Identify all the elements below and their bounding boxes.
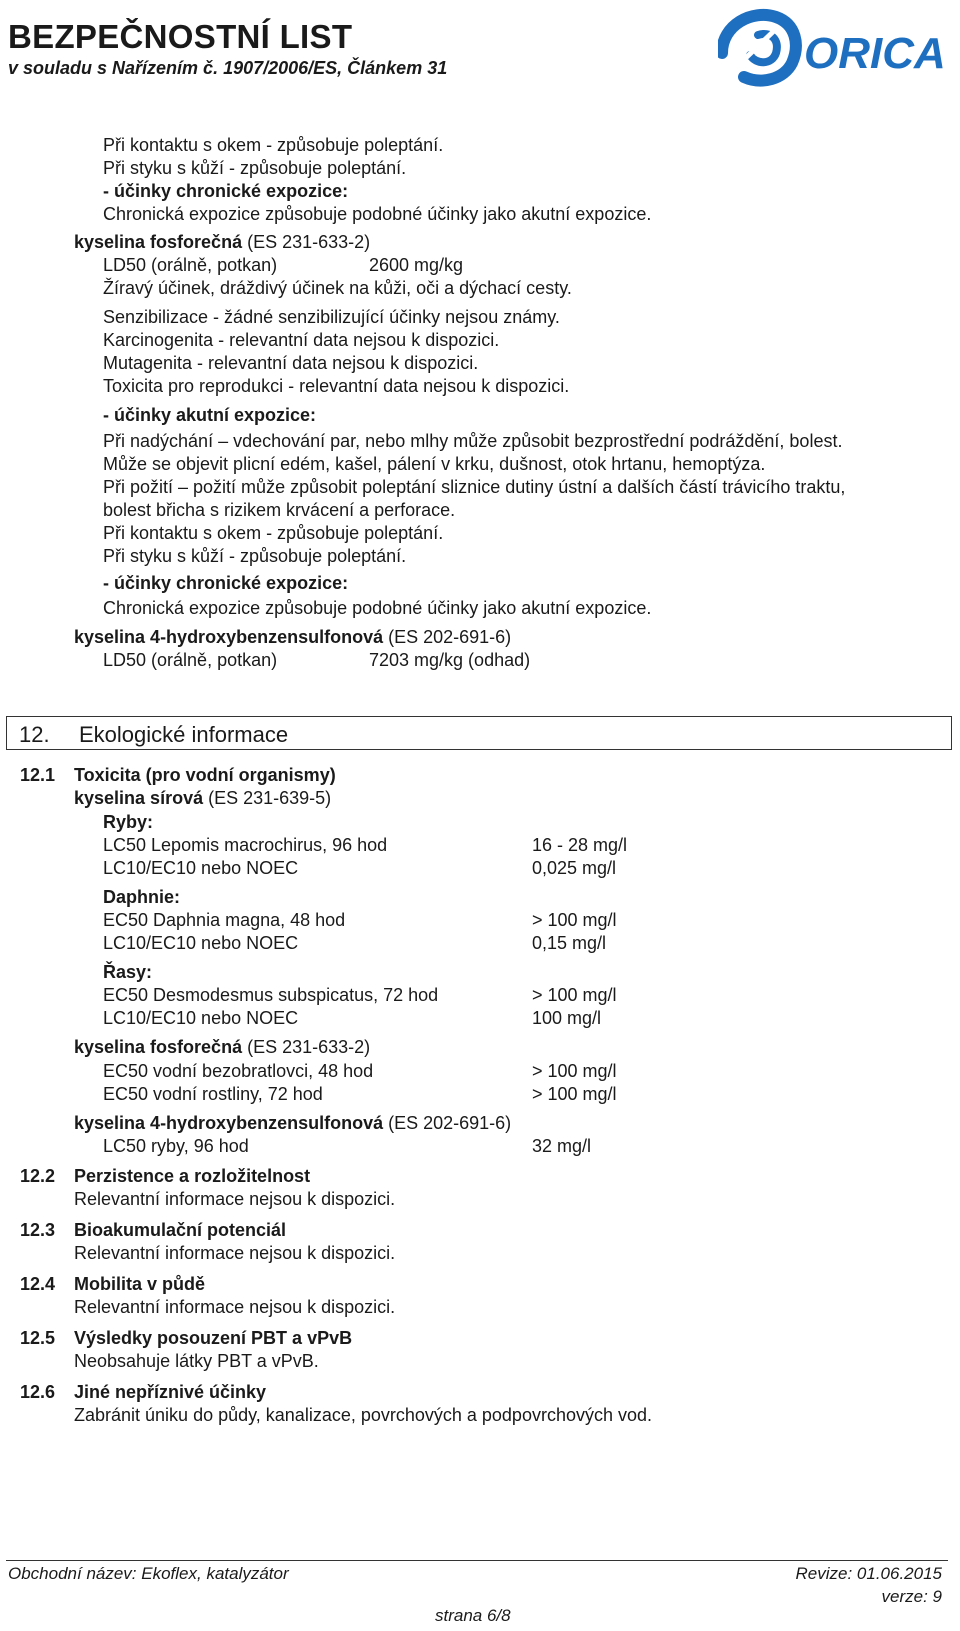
text-line: Zabránit úniku do půdy, kanalizace, povrchových a podpovrchových vod. bbox=[74, 1405, 653, 1425]
tox-value: 7203 mg/kg (odhad) bbox=[369, 650, 531, 670]
subsection-title: Výsledky posouzení PBT a vPvB bbox=[74, 1328, 353, 1348]
substance-ec: (ES 202-691-6) bbox=[383, 627, 512, 647]
subsection-number: 12.1 bbox=[20, 765, 56, 785]
organism-group: Daphnie: bbox=[103, 887, 181, 907]
substance-line bbox=[74, 231, 370, 254]
text-line: Při požití – požití může způsobit poleptání sliznice dutiny ústní a dalších částí trávicího traktu, bbox=[103, 477, 846, 497]
organism-group: Ryby: bbox=[103, 812, 154, 832]
tox-value: 100 mg/l bbox=[532, 1008, 602, 1028]
logo-text: ORICA bbox=[804, 29, 946, 78]
tox-value: 0,025 mg/l bbox=[532, 858, 617, 878]
footer-divider bbox=[6, 1560, 948, 1561]
subsection-number: 12.4 bbox=[20, 1274, 56, 1294]
section-number: 12. bbox=[19, 722, 50, 747]
substance-name: kyselina fosforečná bbox=[74, 232, 243, 252]
text-line: Při nadýchání – vdechování par, nebo mlhy může způsobit bezprostřední podráždění, bolest. bbox=[103, 431, 843, 451]
text-line: Chronická expozice způsobuje podobné účinky jako akutní expozice. bbox=[103, 598, 652, 618]
tox-value: > 100 mg/l bbox=[532, 1061, 617, 1081]
organism-group: Řasy: bbox=[103, 962, 153, 982]
subsection-title: Jiné nepříznivé účinky bbox=[74, 1382, 267, 1402]
version: verze: 9 bbox=[881, 1587, 942, 1606]
text-line: Relevantní informace nejsou k dispozici. bbox=[74, 1297, 396, 1317]
page-number: strana 6/8 bbox=[435, 1606, 511, 1625]
text-line: Relevantní informace nejsou k dispozici. bbox=[74, 1189, 396, 1209]
substance-line bbox=[74, 787, 331, 810]
subsection-title: Toxicita (pro vodní organismy) bbox=[74, 765, 336, 785]
tox-label: LD50 (orálně, potkan) bbox=[103, 255, 278, 275]
subsection-number: 12.2 bbox=[20, 1166, 56, 1186]
substance-ec: (ES 231-639-5) bbox=[203, 788, 332, 808]
text-line: Při styku s kůží - způsobuje poleptání. bbox=[103, 546, 407, 566]
substance-line bbox=[74, 626, 511, 649]
text-line: Karcinogenita - relevantní data nejsou k dispozici. bbox=[103, 330, 500, 350]
subsection-title: Mobilita v půdě bbox=[74, 1274, 206, 1294]
tox-label: LC50 Lepomis macrochirus, 96 hod bbox=[103, 835, 388, 855]
text-line: Žíravý účinek, dráždivý účinek na kůži, oči a dýchací cesty. bbox=[103, 278, 572, 298]
subsection-title: Bioakumulační potenciál bbox=[74, 1220, 287, 1240]
subsection-number: 12.3 bbox=[20, 1220, 56, 1240]
substance-line bbox=[74, 1112, 511, 1135]
text-line: Při kontaktu s okem - způsobuje poleptání. bbox=[103, 135, 444, 155]
text-line: Chronická expozice způsobuje podobné účinky jako akutní expozice. bbox=[103, 204, 652, 224]
document-title: BEZPEČNOSTNÍ LIST bbox=[8, 18, 353, 55]
revision-date: Revize: 01.06.2015 bbox=[795, 1564, 942, 1583]
substance-line bbox=[74, 1036, 370, 1059]
text-line: Neobsahuje látky PBT a vPvB. bbox=[74, 1351, 319, 1371]
substance-ec: (ES 231-633-2) bbox=[242, 1037, 371, 1057]
text-line: Mutagenita - relevantní data nejsou k dispozici. bbox=[103, 353, 479, 373]
document-subtitle: v souladu s Nařízením č. 1907/2006/ES, Článkem 31 bbox=[8, 58, 448, 78]
text-line: Relevantní informace nejsou k dispozici. bbox=[74, 1243, 396, 1263]
substance-ec: (ES 231-633-2) bbox=[242, 232, 371, 252]
trade-name: Obchodní název: Ekoflex, katalyzátor bbox=[8, 1564, 289, 1583]
substance-name: kyselina 4-hydroxybenzensulfonová bbox=[74, 627, 384, 647]
tox-label: EC50 Desmodesmus subspicatus, 72 hod bbox=[103, 985, 439, 1005]
subsection-number: 12.6 bbox=[20, 1382, 56, 1402]
substance-name: kyselina 4-hydroxybenzensulfonová bbox=[74, 1113, 384, 1133]
tox-label: EC50 vodní rostliny, 72 hod bbox=[103, 1084, 323, 1104]
tox-value: > 100 mg/l bbox=[532, 910, 617, 930]
text-line: Při styku s kůží - způsobuje poleptání. bbox=[103, 158, 407, 178]
subheading: - účinky akutní expozice: bbox=[103, 405, 317, 425]
section-12-header bbox=[6, 716, 952, 750]
tox-label: LC50 ryby, 96 hod bbox=[103, 1136, 249, 1156]
subheading: - účinky chronické expozice: bbox=[103, 573, 349, 593]
section-title: Ekologické informace bbox=[79, 722, 289, 747]
substance-ec: (ES 202-691-6) bbox=[383, 1113, 512, 1133]
tox-value: > 100 mg/l bbox=[532, 985, 617, 1005]
substance-name: kyselina fosforečná bbox=[74, 1037, 243, 1057]
tox-value: 32 mg/l bbox=[532, 1136, 592, 1156]
tox-value: > 100 mg/l bbox=[532, 1084, 617, 1104]
tox-label: LD50 (orálně, potkan) bbox=[103, 650, 278, 670]
text-line: bolest břicha s rizikem krvácení a perforace. bbox=[103, 500, 456, 520]
text-line: Při kontaktu s okem - způsobuje poleptání. bbox=[103, 523, 444, 543]
orica-logo bbox=[718, 5, 954, 87]
subheading: - účinky chronické expozice: bbox=[103, 181, 349, 201]
text-line: Toxicita pro reprodukci - relevantní data nejsou k dispozici. bbox=[103, 376, 570, 396]
tox-label: LC10/EC10 nebo NOEC bbox=[103, 1008, 299, 1028]
tox-value: 16 - 28 mg/l bbox=[532, 835, 628, 855]
text-line: Může se objevit plicní edém, kašel, pálení v krku, dušnost, otok hrtanu, hemoptýza. bbox=[103, 454, 766, 474]
orica-logo-mark-icon bbox=[722, 15, 796, 81]
substance-name: kyselina sírová bbox=[74, 788, 204, 808]
tox-label: EC50 Daphnia magna, 48 hod bbox=[103, 910, 346, 930]
subsection-title: Perzistence a rozložitelnost bbox=[74, 1166, 311, 1186]
subsection-number: 12.5 bbox=[20, 1328, 56, 1348]
tox-value: 2600 mg/kg bbox=[369, 255, 464, 275]
tox-label: LC10/EC10 nebo NOEC bbox=[103, 858, 299, 878]
text-line: Senzibilizace - žádné senzibilizující účinky nejsou známy. bbox=[103, 307, 560, 327]
tox-label: EC50 vodní bezobratlovci, 48 hod bbox=[103, 1061, 374, 1081]
tox-value: 0,15 mg/l bbox=[532, 933, 607, 953]
tox-label: LC10/EC10 nebo NOEC bbox=[103, 933, 299, 953]
